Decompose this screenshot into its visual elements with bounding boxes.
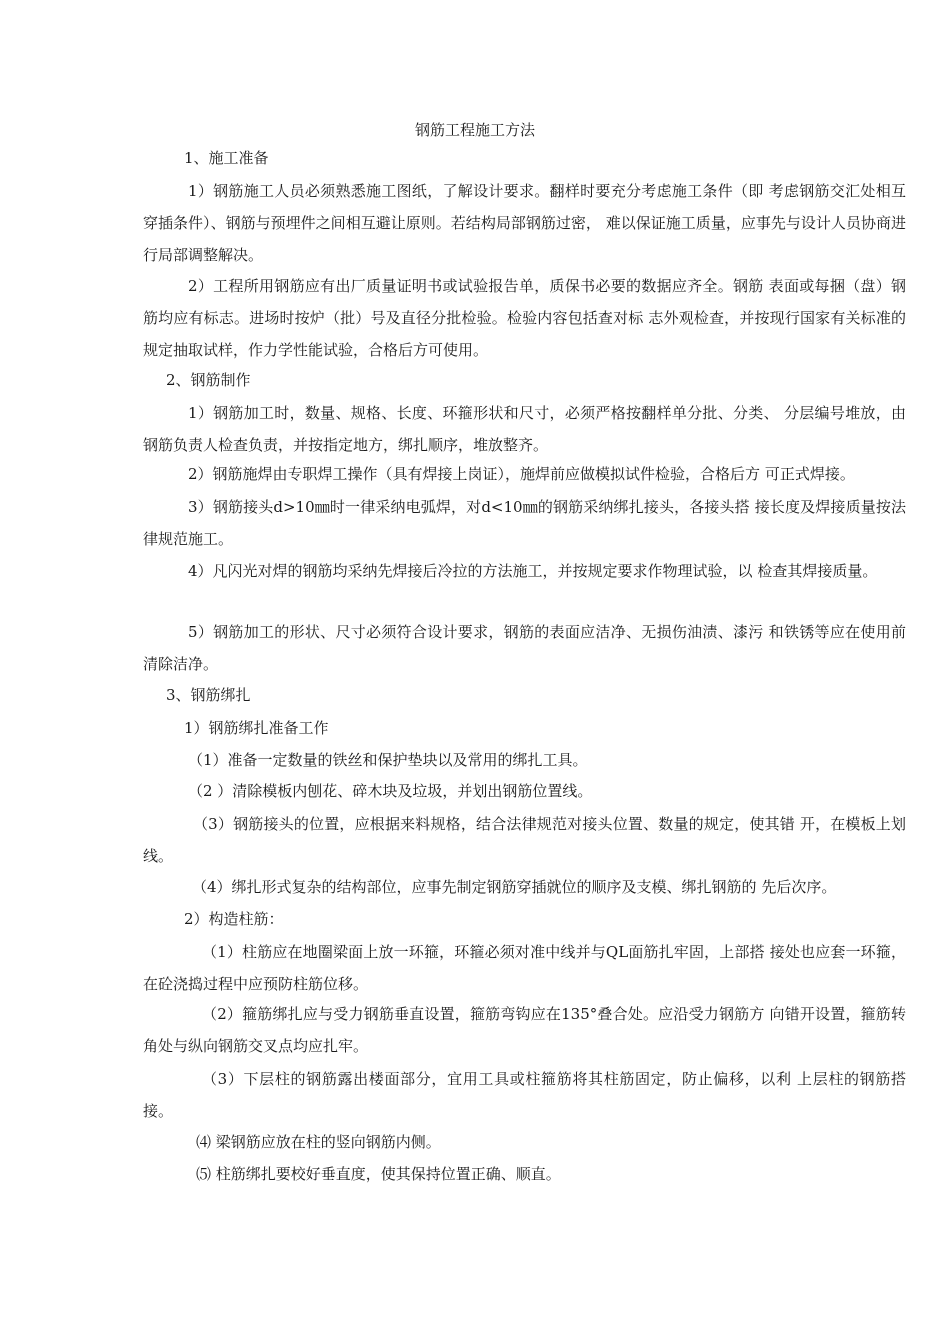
document-title: 钢筋工程施工方法 — [414, 121, 535, 139]
section-2-paragraph-4: 4）凡闪光对焊的钢筋均采纳先焊接后冷拉的方法施工，并按规定要求作物理试验，以 检查其焊接质量。 — [188, 562, 878, 580]
section-3-sub-1-item-4: （4）绑扎形式复杂的结构部位，应事先制定钢筋穿插就位的顺序及支模、绑扎钢筋的 先后次序。 — [192, 878, 837, 896]
section-3-sub-2-item-4: ⑷ 梁钢筋应放在柱的竖向钢筋内侧。 — [196, 1133, 441, 1151]
section-1-paragraph-2: 2）工程所用钢筋应有出厂质量证明书或试验报告单，质保书必要的数据应齐全。钢筋 表面或每捆（盘）钢筋均应有标志。进场时按炉（批）号及直径分批检验。检验内容包括查对标 志外观检查，并按现行国家有关标准的规定抽取试样，作力学性能试验，合格后方可使用。 — [143, 277, 906, 359]
section-3-sub-2-item-5: ⑸ 柱筋绑扎要校好垂直度，使其保持位置正确、顺直。 — [196, 1165, 561, 1183]
section-2-paragraph-1: 1）钢筋加工时，数量、规格、长度、环箍形状和尺寸，必须严格按翻样单分批、分类、 分层编号堆放，由钢筋负责人检查负责，并按指定地方，绑扎顺序，堆放整齐。 — [143, 404, 906, 454]
section-3-sub-1-heading: 1）钢筋绑扎准备工作 — [184, 719, 329, 737]
section-3-sub-1-item-2: （2 ）清除模板内刨花、碎木块及垃圾，并划出钢筋位置线。 — [188, 782, 593, 800]
section-2-heading: 2、钢筋制作 — [166, 371, 251, 389]
section-3-heading: 3、钢筋绑扎 — [166, 686, 251, 704]
section-3-sub-1-item-3: （3）钢筋接头的位置，应根据来料规格，结合法律规范对接头位置、数量的规定，使其错 开，在模板上划线。 — [143, 815, 906, 865]
section-1-heading: 1、施工准备 — [184, 149, 269, 167]
section-3-sub-2-item-2: （2）箍筋绑扎应与受力钢筋垂直设置，箍筋弯钩应在135°叠合处。应沿受力钢筋方 向错开设置，箍筋转角处与纵向钢筋交叉点均应扎牢。 — [143, 1005, 906, 1055]
section-1-paragraph-1: 1）钢筋施工人员必须熟悉施工图纸，了解设计要求。翻样时要充分考虑施工条件（即 考虑钢筋交汇处相互穿插条件）、钢筋与预埋件之间相互避让原则。若结构局部钢筋过密， 难以保证施工质量，应事先与设计人员协商进行局部调整解决。 — [143, 182, 906, 264]
section-3-sub-2-item-1: （1）柱筋应在地圈梁面上放一环箍，环箍必须对准中线并与QL面筋扎牢固，上部搭 接处也应套一环箍，在砼浇捣过程中应预防柱筋位移。 — [143, 943, 906, 993]
section-3-sub-1-item-1: （1）准备一定数量的铁丝和保护垫块以及常用的绑扎工具。 — [188, 751, 588, 769]
section-2-paragraph-5: 5）钢筋加工的形状、尺寸必须符合设计要求，钢筋的表面应洁净、无损伤油渍、漆污 和铁锈等应在使用前清除洁净。 — [143, 623, 906, 673]
section-2-paragraph-2: 2）钢筋施焊由专职焊工操作（具有焊接上岗证），施焊前应做模拟试件检验，合格后方 可正式焊接。 — [188, 465, 855, 483]
section-3-sub-2-item-3: （3）下层柱的钢筋露出楼面部分，宜用工具或柱箍筋将其柱筋固定，防止偏移，以利 上层柱的钢筋搭接。 — [143, 1070, 906, 1120]
section-2-paragraph-3: 3）钢筋接头d>10㎜时一律采纳电弧焊，对d<10㎜的钢筋采纳绑扎接头，各接头搭 接长度及焊接质量按法律规范施工。 — [143, 498, 906, 548]
section-3-sub-2-heading: 2）构造柱筋： — [184, 910, 284, 928]
